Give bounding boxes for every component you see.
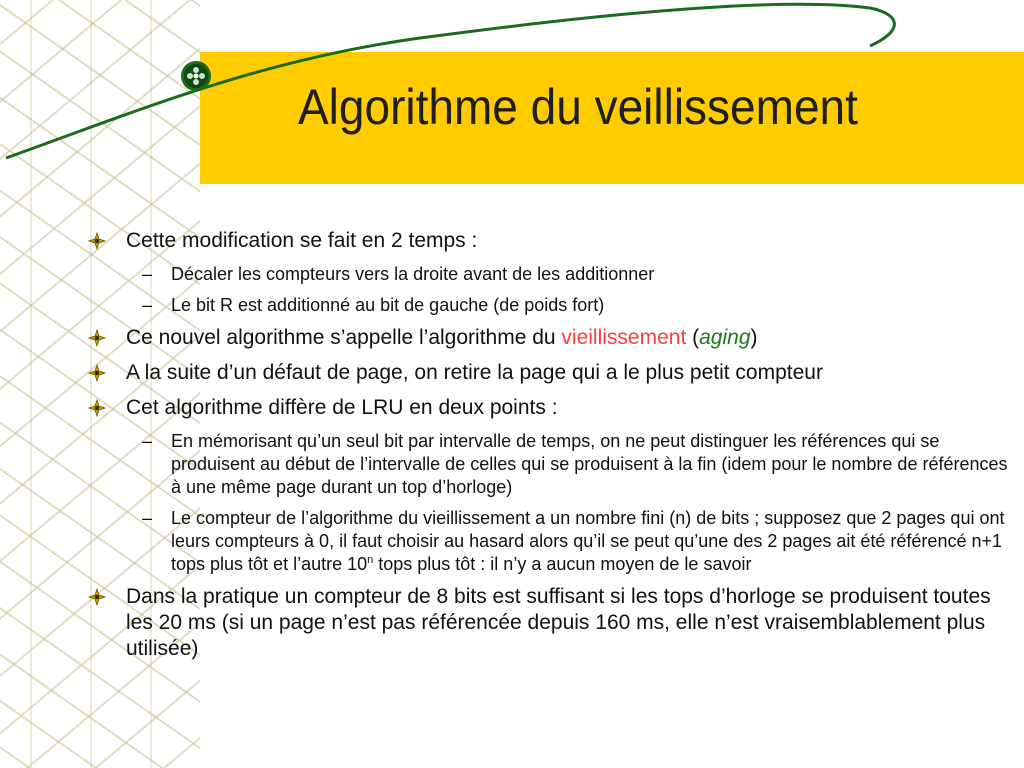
sub-item-text: En mémorisant qu’un seul bit par intervalle de temps, on ne peut distinguer les références qui se produisent au début de l’intervalle de celles qui se produisent à la fin (idem pour le nombre de références à une même page durant un top d’horloge)	[171, 431, 1008, 497]
star-bullet-icon	[88, 588, 106, 606]
bullet-text: Dans la pratique un compteur de 8 bits est suffisant si les tops d’horloge se produisent toutes les 20 ms (si un page n’est pas référencée depuis 160 ms, elle n’est vraisemblablement plus utilisée)	[126, 585, 991, 660]
sub-item-text: Décaler les compteurs vers la droite avant de les additionner	[171, 264, 655, 284]
bullet-text: A la suite d’un défaut de page, on retire la page qui a le plus petit compteur	[126, 361, 823, 384]
sub-item	[86, 430, 1016, 499]
sub-item	[86, 263, 1016, 286]
star-bullet-icon	[88, 232, 106, 250]
star-bullet-icon	[88, 329, 106, 347]
bullet-text: )	[750, 326, 758, 349]
bullet-text: Ce nouvel algorithme s’appelle l’algorithme du	[126, 326, 562, 349]
sub-item-text: Le bit R est additionné au bit de gauche (de poids fort)	[171, 295, 605, 315]
bullet-item	[86, 395, 1016, 421]
bullet-item	[86, 584, 1016, 662]
italic-term: aging	[699, 326, 751, 349]
slide-content	[86, 228, 1016, 671]
star-bullet-icon	[88, 399, 106, 417]
dash-marker: –	[142, 295, 153, 315]
bullet-text: Cette modification se fait en 2 temps :	[126, 229, 478, 252]
orb-icon	[181, 61, 211, 91]
sub-item-text: Le compteur de l’algorithme du vieillissement a un nombre fini (n) de bits ; supposez que 2 pages qui ont leurs compteurs à 0, il faut choisir au hasard alors qu’il se peut qu’une des 2 pages ait été référencé n+1 tops plus tôt et l’autre 10$^n$ tops plus tôt : il n’y a aucun moyen de le savoir	[171, 508, 1005, 574]
slide-title: Algorithme du veillissement	[298, 79, 858, 135]
dash-marker: –	[142, 508, 153, 528]
superscript: n	[367, 554, 374, 566]
dash-marker: –	[142, 264, 153, 284]
bullet-item	[86, 325, 1016, 351]
sub-item	[86, 507, 1016, 576]
bullet-text: (	[686, 326, 700, 349]
dash-marker: –	[142, 431, 153, 451]
bullet-item	[86, 360, 1016, 386]
highlight-term: vieillissement	[561, 326, 687, 349]
bullet-item	[86, 228, 1016, 254]
star-bullet-icon	[88, 364, 106, 382]
bullet-text: Cet algorithme diffère de LRU en deux points :	[126, 396, 558, 419]
sub-item	[86, 294, 1016, 317]
